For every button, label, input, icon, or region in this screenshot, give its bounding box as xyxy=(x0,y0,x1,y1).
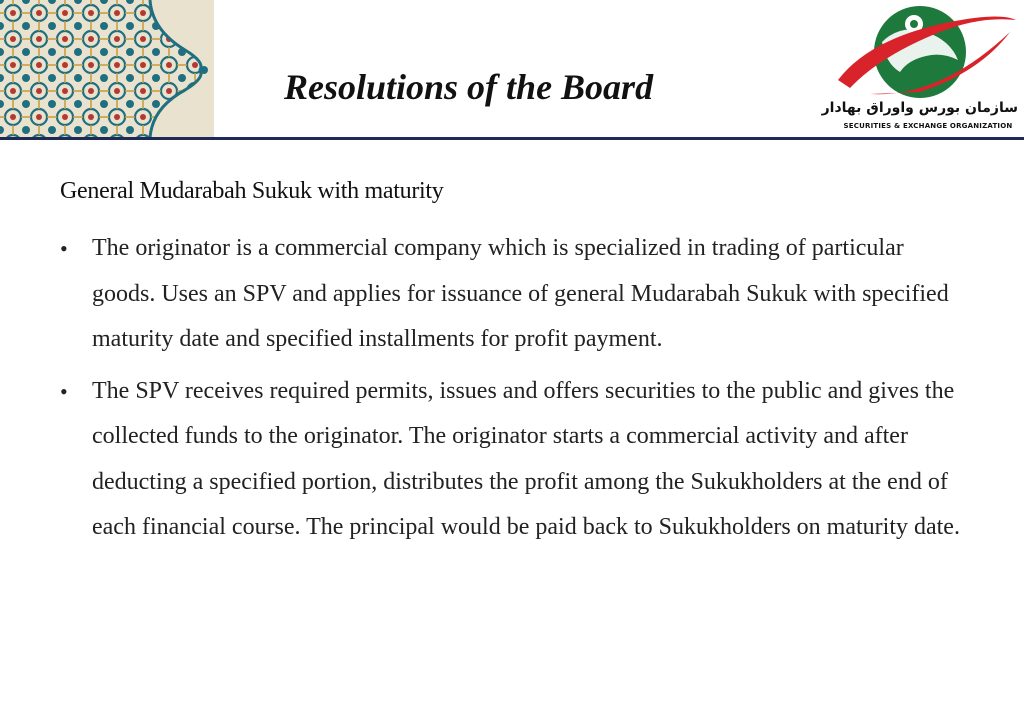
bullet-list xyxy=(60,226,960,557)
bullet-item xyxy=(60,369,960,551)
bullet-text: The SPV receives required permits, issues and offers securities to the public and gives the collected funds to the originator. The originator starts a commercial activity and after deducting a specified portion, distributes the profit among the Sukukholders at the end of each financial course. The principal would be paid back to Sukukholders on maturity date. xyxy=(92,377,960,540)
bullet-icon: • xyxy=(60,378,68,404)
bullet-item xyxy=(60,226,960,363)
slide-subtitle: General Mudarabah Sukuk with maturity xyxy=(60,178,444,204)
bullet-text: The originator is a commercial company which is specialized in trading of particular goods. Uses an SPV and applies for issuance of general Mudarabah Sukuk with specified maturity date and specified installments for profit payment. xyxy=(92,235,949,352)
slide-title: Resolutions of the Board xyxy=(284,67,654,107)
logo-persian-name: سازمان بورس واوراق بهادار xyxy=(821,100,1018,116)
arabesque-ornament-icon xyxy=(0,0,214,138)
header-divider xyxy=(0,137,1024,140)
slide-header xyxy=(0,0,1024,140)
bullet-icon: • xyxy=(60,236,68,261)
logo-english-name: SECURITIES & EXCHANGE ORGANIZATION xyxy=(843,122,1013,130)
